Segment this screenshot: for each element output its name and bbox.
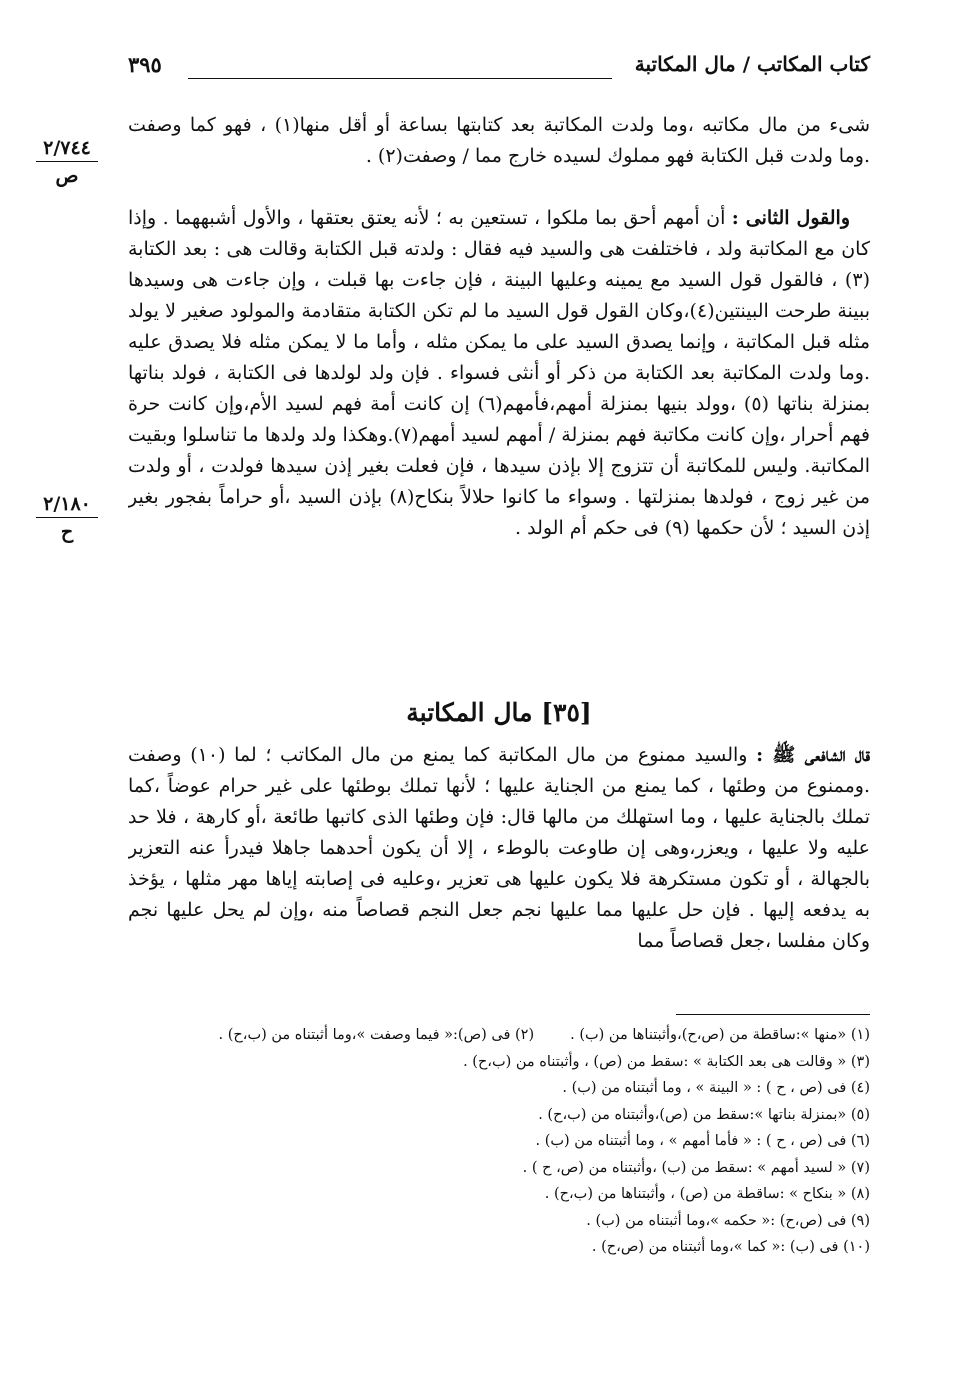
margin-reference-siglum: ص [55,165,79,187]
header-rule [188,78,612,79]
footnote: (١٠) فى (ب) :« كما »،وما أثبتناه من (ص،ح) . [591,1239,870,1255]
footnote-line [128,1155,870,1182]
footnote: (٢) فى (ص):« فيما وصفت »،وما أثبتناه من (ب،ح) . [218,1027,535,1043]
paragraph-lead: والقول الثانى : [731,207,850,229]
footnote-line [128,1128,870,1155]
footnote: (٧) « لسيد أمهم » :سقط من (ب) ،وأثبتناه من (ص، ح ) . [522,1159,870,1176]
running-header [128,52,870,96]
footnote-rule [676,1014,870,1015]
footnote-line [128,1075,870,1102]
paragraph-text: شىء من مال مكاتبه ،وما ولدت المكاتبة بعد كتابتها بساعة أو أقل منها(١) ، فهو كما وصفت .وما ولدت قبل الكتابة فهو مملوك لسيده خارج مما / وصفت(٢) . [128,114,870,167]
margin-reference-number: ٢/١٨٠ [36,493,98,518]
footnotes [128,1022,870,1261]
paragraph-text: أن أمهم أحق بما ملكوا ، تستعين به ؛ لأنه يعتق بعتقها ، والأول أشبههما . وإذا كان مع المكاتبة ولد ، فاختلفت هى والسيد فيه فقال : ولدته قبل الكتابة وقالت هى : بعد الكتابة (٣) ، فالقول قول السيد مع يمينه وعليها البينة ، فإن جاءت بها قبلت ، وإن جاءت هى وسيدها ببينة طرحت البينتين(٤)،وكان القول قول السيد ما لم تكن الكتابة متقادمة والمولود صغير لا يولد مثله قبل المكاتبة ، وإنما يصدق السيد على ما يمكن مثله ، وأما ما لا يمكن مثله فلا يصدق عليه .وما ولدت المكاتبة بعد الكتابة من ذكر أو أنثى فسواء . فإن ولد لولدها فى الكتابة ، فولد بناتها بمنزلة بناتها (٥) ،وولد بنيها بمنزلة أمهم،فأمهم(٦) إن كانت أمة فهم لسيد الأم،وإن كانت حرة فهم أحرار ،وإن كانت مكاتبة فهم بمنزلة / أمهم لسيد أمهم(٧).وهكذا ولد ولدها ما تناسلوا وبقيت المكاتبة. وليس للمكاتبة أن تتزوج إلا بإذن سيدها ، فإن فعلت بغير إذن سيدها فولدت ، أو ولدت من غير زوج ، فولدها بمنزلتها . وسواء ما كانوا حلالاً بنكاح(٨) بإذن السيد ،أو حراماً بفجور بغير إذن السيد ؛ لأن حكمها (٩) فى حكم أم الولد . [128,207,870,539]
header-title: كتاب المكاتب / مال المكاتبة [634,52,870,76]
paragraph-2 [128,203,870,651]
paragraph-1 [128,110,870,176]
margin-reference-number: ٢/٧٤٤ [36,137,98,162]
footnote: (١) «منها »:ساقطة من (ص،ح)،وأثبتناها من (ب) . [570,1027,870,1043]
footnote: (٨) « بنكاح » :ساقطة من (ص) ، وأثبتناها من (ب،ح) . [544,1186,870,1202]
footnote: (٤) فى (ص ، ح ) : « البينة » ، وما أثبتناه من (ب) . [562,1080,870,1096]
footnote-line [128,1234,870,1261]
footnote-line [128,1181,870,1208]
footnote-line [128,1022,870,1049]
footnote-line [128,1102,870,1129]
footnote: (٩) فى (ص،ح) :« حكمه »،وما أثبتناه من (ب) . [586,1212,870,1229]
section-text: والسيد ممنوع من مال المكاتبة كما يمنع من مال المكاتب ؛ لما (١٠) وصفت .وممنوع من وطئها ، كما يمنع من الجناية عليها ؛ لأنها تملك بوطئها على غير حرام عوضاً ،كما تملك بالجناية عليها ، وما استهلك من مالها قال: فإن وطئها الذى كاتبها طائعة ،أو كارهة ، فلا حد عليه ولا عليها ، ويعزر،وهى إن طاوعت بالوطء ، إلا أن يكون أحدهما جاهلا فيدرأ عنه التعزير بالجهالة ، أو تكون مستكرهة فلا يكون عليها هى تعزير ،وعليه فى إصابته إياها مهر مثلها ، يؤخذ به يدفعه إليها . فإن حل عليها مما عليها نجم جعل النجم قصاصاً منه ،وإن لم يحل عليها نجم وكان مفلسا ،جعل قصاصاً مما [128,744,870,952]
page-number: ٣٩٥ [128,52,162,77]
section-lead: قال الشافعى ﷺ : [756,744,870,766]
section-body [128,740,870,998]
footnote: (٦) فى (ص ، ح ) : « فأما أمهم » ، وما أثبتناه من (ب) . [535,1133,870,1149]
footnote-line [128,1049,870,1076]
footnote: (٣) « وقالت هى بعد الكتابة » :سقط من (ص) ، وأثبتناه من (ب،ح) . [463,1053,870,1070]
margin-reference-2 [36,493,98,543]
footnote: (٥) «بمنزلة بناتها »:سقط من (ص)،وأثبتناه من (ب،ح) . [538,1106,870,1123]
margin-reference-siglum: ح [60,521,74,543]
section-heading: [٣٥] مال المكاتبة [406,698,592,727]
margin-reference-1 [36,137,98,187]
footnote-line [128,1208,870,1235]
